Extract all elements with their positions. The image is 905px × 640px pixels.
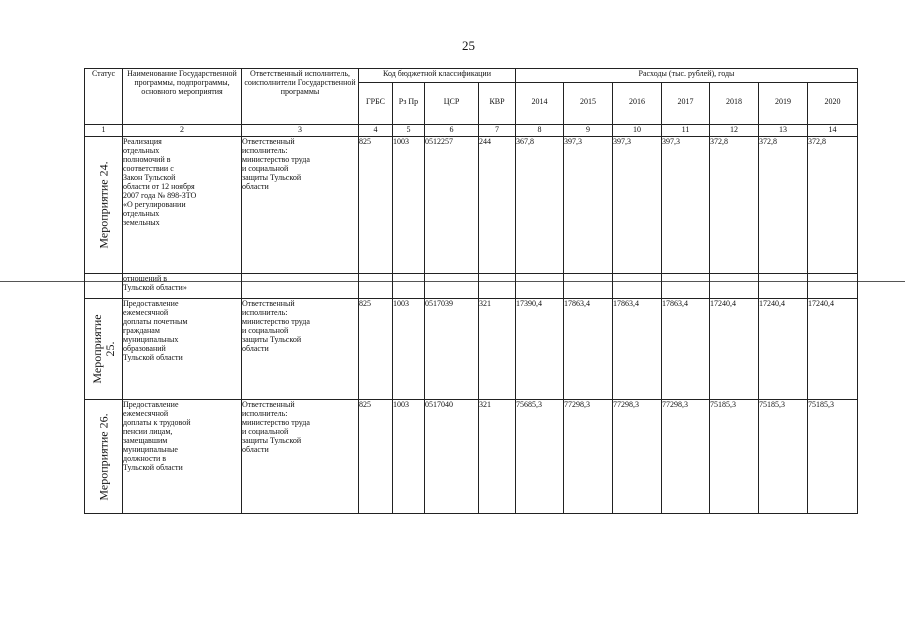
column-number: 5 (393, 125, 425, 137)
cell-expense: 75185,3 (759, 400, 808, 514)
empty-cell (710, 274, 759, 299)
column-number: 7 (479, 125, 516, 137)
executor-line: исполнитель: (242, 308, 288, 317)
cell-rzpr: 1003 (393, 299, 425, 400)
cell-expense: 75185,3 (710, 400, 759, 514)
empty-cell (242, 274, 359, 299)
empty-cell (393, 274, 425, 299)
header-year: 2020 (808, 83, 858, 125)
header-executor: Ответственный исполнитель, соисполнители Государственной программы (242, 69, 359, 125)
row-name (123, 299, 242, 400)
empty-cell (425, 274, 479, 299)
header-name: Наименование Государственной программы, подпрограммы, основного мероприятия (123, 69, 242, 125)
cell-kvr: 321 (479, 400, 516, 514)
column-number: 2 (123, 125, 242, 137)
cell-rzpr: 1003 (393, 400, 425, 514)
header-code-kvr: КВР (479, 83, 516, 125)
executor-line: Ответственный (242, 299, 295, 308)
row-status (85, 299, 123, 400)
header-year: 2017 (662, 83, 710, 125)
name-line: доплаты почетным (123, 317, 188, 326)
cell-kvr: 321 (479, 299, 516, 400)
name-line: области от 12 ноября (123, 182, 195, 191)
status-label: Мероприятие 26. (96, 412, 110, 501)
name-line: должности в (123, 454, 167, 463)
row-name-continuation (123, 274, 242, 299)
cell-expense: 75185,3 (808, 400, 858, 514)
header-status: Статус (85, 69, 123, 125)
executor-line: и социальной (242, 427, 289, 436)
status-label (91, 314, 117, 383)
empty-cell (564, 274, 613, 299)
header-expenses: Расходы (тыс. рублей), годы (516, 69, 858, 83)
executor-line: и социальной (242, 164, 289, 173)
cell-csr: 0517039 (425, 299, 479, 400)
row-name (123, 137, 242, 274)
cell-expense: 397,3 (564, 137, 613, 274)
column-number: 1 (85, 125, 123, 137)
status-label: Мероприятие 24. (96, 161, 110, 249)
cell-expense: 367,8 (516, 137, 564, 274)
name-line: соответствии с (123, 164, 174, 173)
cell-expense: 17390,4 (516, 299, 564, 400)
empty-cell (759, 274, 808, 299)
name-line: отдельных (123, 146, 160, 155)
name-line: отдельных (123, 209, 160, 218)
name-line: 2007 года № 898-ЗТО (123, 191, 197, 200)
executor-line: Ответственный (242, 400, 295, 409)
column-number: 12 (710, 125, 759, 137)
row-executor (242, 299, 359, 400)
cell-expense: 77298,3 (564, 400, 613, 514)
row-status (85, 400, 123, 514)
row-name (123, 400, 242, 514)
header-code-grbs: ГРБС (359, 83, 393, 125)
executor-line: области (242, 445, 269, 454)
cell-expense: 17240,4 (710, 299, 759, 400)
cell-grbs: 825 (359, 137, 393, 274)
header-code-csr: ЦСР (425, 83, 479, 125)
cell-expense: 77298,3 (613, 400, 662, 514)
status-line: 25. (102, 341, 117, 357)
header-year: 2018 (710, 83, 759, 125)
executor-line: министерство труда (242, 418, 310, 427)
cell-grbs: 825 (359, 400, 393, 514)
table-row (85, 400, 858, 514)
name-line: муниципальные (123, 445, 178, 454)
page-number: 25 (462, 38, 475, 53)
executor-line: защиты Тульской (242, 436, 302, 445)
cell-csr: 0517040 (425, 400, 479, 514)
cell-grbs: 825 (359, 299, 393, 400)
name-line: полномочий в (123, 155, 171, 164)
cell-expense: 17240,4 (759, 299, 808, 400)
cell-expense: 17863,4 (564, 299, 613, 400)
name-line: доплаты к трудовой (123, 418, 191, 427)
executor-line: Ответственный (242, 137, 295, 146)
header-year: 2015 (564, 83, 613, 125)
name-line: замещавшим (123, 436, 168, 445)
header-year: 2014 (516, 83, 564, 125)
name-line: «О регулировании (123, 200, 186, 209)
header-code-rzpr: Рз Пр (393, 83, 425, 125)
cell-expense: 75685,3 (516, 400, 564, 514)
column-number: 3 (242, 125, 359, 137)
name-line: Тульской области (123, 463, 183, 472)
executor-line: исполнитель: (242, 409, 288, 418)
cell-kvr: 244 (479, 137, 516, 274)
column-number: 8 (516, 125, 564, 137)
cell-rzpr: 1003 (393, 137, 425, 274)
header-year: 2016 (613, 83, 662, 125)
cell-expense: 17863,4 (613, 299, 662, 400)
executor-line: защиты Тульской (242, 335, 302, 344)
table-row-continuation (85, 274, 858, 299)
row-status (85, 137, 123, 274)
name-line: ежемесячной (123, 308, 169, 317)
cell-expense: 372,8 (808, 137, 858, 274)
executor-line: защиты Тульской (242, 173, 302, 182)
cell-csr: 0512257 (425, 137, 479, 274)
column-number-row (85, 125, 858, 137)
executor-line: области (242, 344, 269, 353)
name-line: пенсии лицам, (123, 427, 173, 436)
name-line: Тульской области» (123, 283, 187, 292)
cell-expense: 372,8 (759, 137, 808, 274)
cell-expense: 17863,4 (662, 299, 710, 400)
executor-line: министерство труда (242, 317, 310, 326)
name-line: отношений в (123, 274, 168, 283)
empty-cell (479, 274, 516, 299)
name-line: ежемесячной (123, 409, 169, 418)
cell-expense: 372,8 (710, 137, 759, 274)
column-number: 9 (564, 125, 613, 137)
empty-cell (662, 274, 710, 299)
executor-line: министерство труда (242, 155, 310, 164)
header-budget-code: Код бюджетной классификации (359, 69, 516, 83)
column-number: 11 (662, 125, 710, 137)
column-number: 6 (425, 125, 479, 137)
cell-expense: 17240,4 (808, 299, 858, 400)
name-line: земельных (123, 218, 160, 227)
column-number: 13 (759, 125, 808, 137)
cell-expense: 397,3 (613, 137, 662, 274)
empty-cell (808, 274, 858, 299)
empty-cell (613, 274, 662, 299)
executor-line: области (242, 182, 269, 191)
header-year: 2019 (759, 83, 808, 125)
name-line: муниципальных (123, 335, 179, 344)
name-line: Предоставление (123, 400, 179, 409)
row-executor (242, 400, 359, 514)
column-number: 4 (359, 125, 393, 137)
status-line: Мероприятие (89, 314, 104, 384)
name-line: Тульской области (123, 353, 183, 362)
row-status (85, 274, 123, 299)
name-line: Реализация (123, 137, 162, 146)
table-row (85, 137, 858, 274)
name-line: Предоставление (123, 299, 179, 308)
executor-line: исполнитель: (242, 146, 288, 155)
column-number: 14 (808, 125, 858, 137)
budget-table (84, 68, 858, 514)
executor-line: и социальной (242, 326, 289, 335)
empty-cell (516, 274, 564, 299)
name-line: образований (123, 344, 166, 353)
row-executor (242, 137, 359, 274)
empty-cell (359, 274, 393, 299)
name-line: гражданам (123, 326, 160, 335)
name-line: Закон Тульской (123, 173, 176, 182)
table-row (85, 299, 858, 400)
cell-expense: 397,3 (662, 137, 710, 274)
column-number: 10 (613, 125, 662, 137)
cell-expense: 77298,3 (662, 400, 710, 514)
